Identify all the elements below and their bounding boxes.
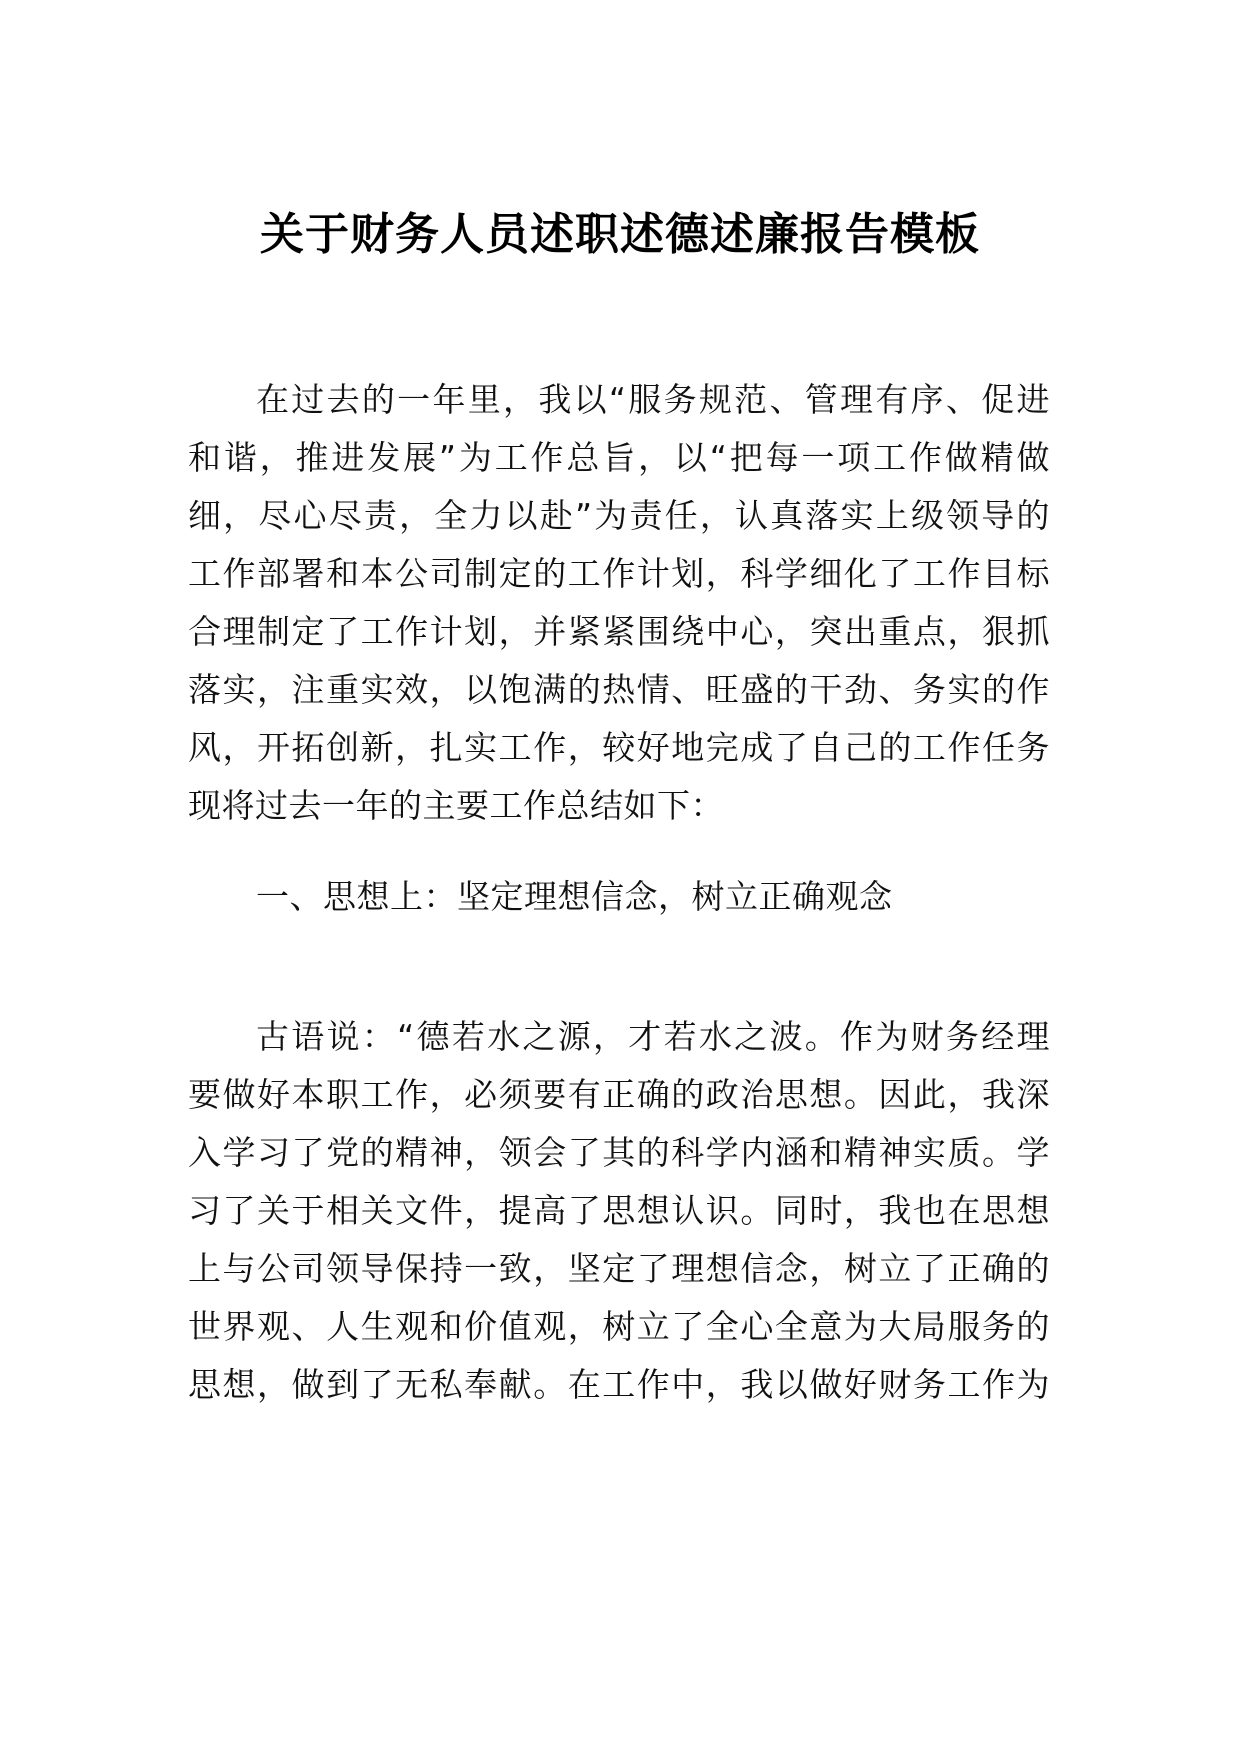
paragraph-line: 工作部署和本公司制定的工作计划，科学细化了工作目标 bbox=[188, 554, 1050, 593]
paragraph-line: 落实，注重实效，以饱满的热情、旺盛的干劲、务实的作 bbox=[188, 670, 1050, 709]
paragraph-line: 要做好本职工作，必须要有正确的政治思想。因此，我深 bbox=[188, 1075, 1050, 1114]
paragraph-line: 和谐，推进发展”为工作总旨，以“把每一项工作做精做 bbox=[188, 438, 1050, 477]
paragraph-line: 思想，做到了无私奉献。在工作中，我以做好财务工作为 bbox=[188, 1365, 1050, 1404]
paragraph-line: 古语说：“德若水之源，才若水之波。作为财务经理 bbox=[256, 1017, 1050, 1056]
paragraph-line: 风，开拓创新，扎实工作，较好地完成了自己的工作任务 bbox=[188, 728, 1050, 767]
paragraph-line: 合理制定了工作计划，并紧紧围绕中心，突出重点，狠抓 bbox=[188, 612, 1050, 651]
paragraph-line: 现将过去一年的主要工作总结如下： bbox=[188, 786, 724, 825]
paragraph-line: 细，尽心尽责，全力以赴”为责任，认真落实上级领导的 bbox=[188, 496, 1050, 535]
paragraph-line: 习了关于相关文件，提高了思想认识。同时，我也在思想 bbox=[188, 1191, 1050, 1230]
document-title: 关于财务人员述职述德述廉报告模板 bbox=[260, 209, 980, 260]
section-heading: 一、思想上：坚定理想信念，树立正确观念 bbox=[256, 877, 893, 916]
paragraph-line: 世界观、人生观和价值观，树立了全心全意为大局服务的 bbox=[188, 1307, 1050, 1346]
paragraph-line: 入学习了党的精神，领会了其的科学内涵和精神实质。学 bbox=[188, 1133, 1050, 1172]
paragraph-line: 在过去的一年里，我以“服务规范、管理有序、促进 bbox=[256, 380, 1050, 419]
paragraph-line: 上与公司领导保持一致，坚定了理想信念，树立了正确的 bbox=[188, 1249, 1050, 1288]
